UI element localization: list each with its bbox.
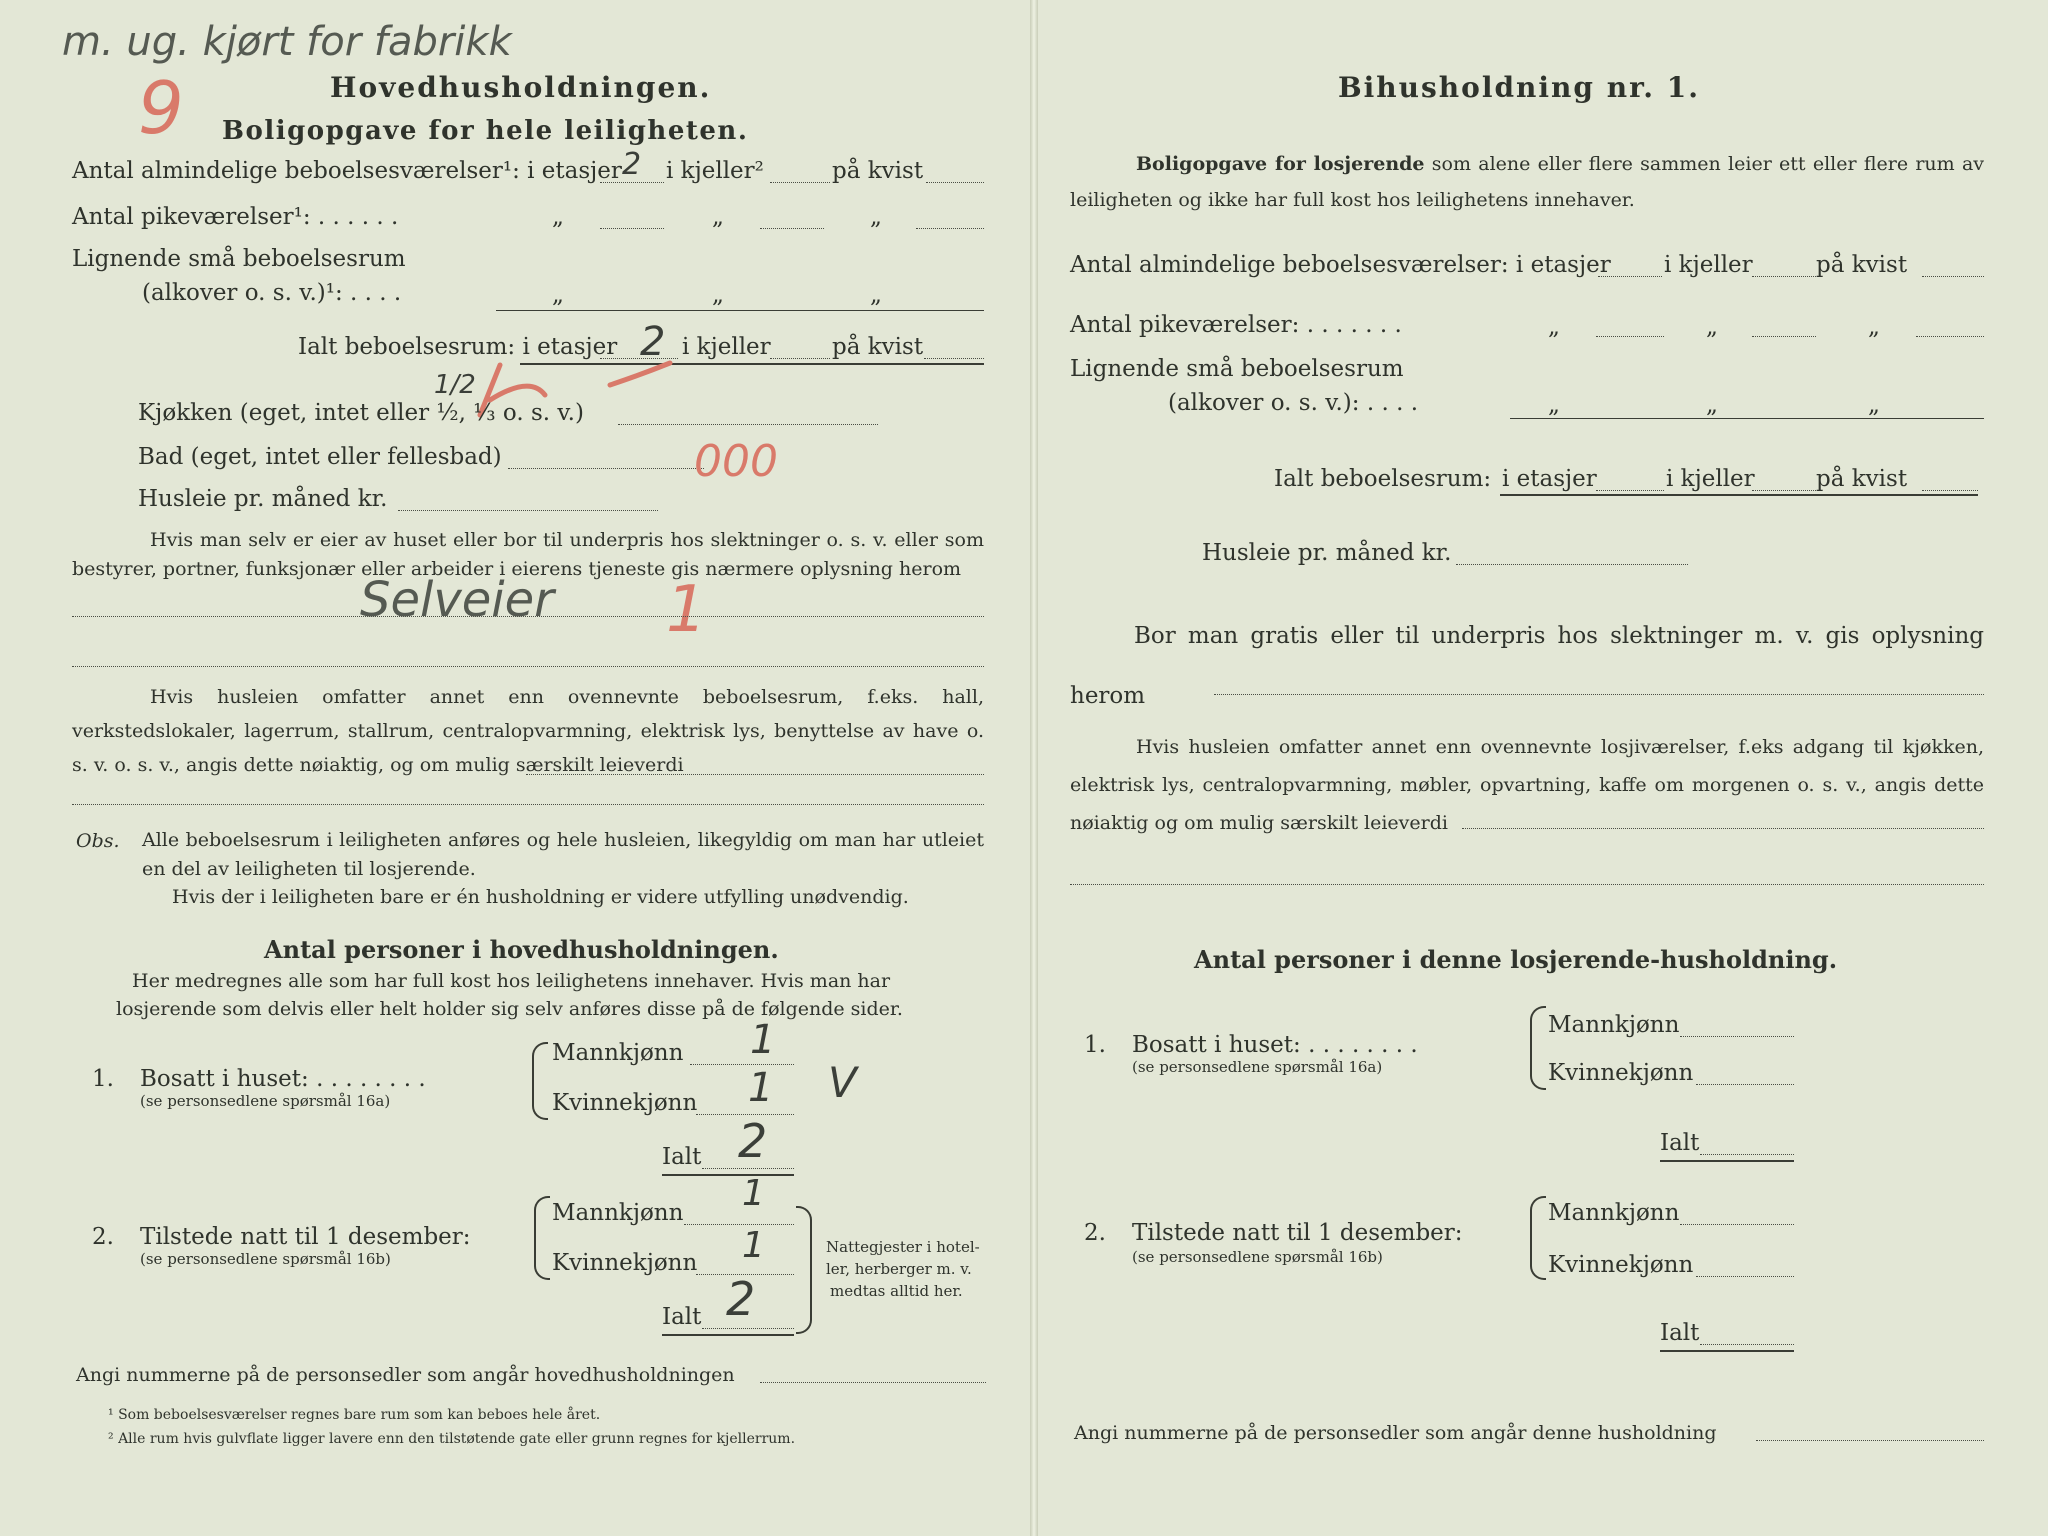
right-q1-ialt-field[interactable] <box>1700 1154 1794 1155</box>
left-q1-ialt-field[interactable] <box>702 1168 794 1169</box>
left-q1-check-mark: V <box>828 1058 857 1107</box>
right-intro-bold: Boligopgave for losjerende <box>1136 153 1425 175</box>
eier-value: Selveier <box>360 572 554 628</box>
left-page-title: Hovedhusholdningen. <box>330 71 712 104</box>
right-angi-field[interactable] <box>1756 1440 1984 1441</box>
left-q1-mann-label: Mannkjønn <box>552 1040 684 1066</box>
right-row1-kvist-label: på kvist <box>1816 252 1908 278</box>
ditto-mark: „ <box>552 282 564 308</box>
left-q2-kvinne-value: 1 <box>742 1225 765 1266</box>
right-q2-kvinne-label: Kvinnekjønn <box>1548 1252 1694 1278</box>
right-angi-label: Angi nummerne på de personsedler som angår denne husholdning <box>1074 1422 1717 1444</box>
bad-label: Bad (eget, intet eller fellesbad) <box>138 444 502 470</box>
left-q1-kvinne-value: 1 <box>748 1065 774 1111</box>
right-row1-kjeller-field[interactable] <box>1752 276 1816 277</box>
eier-line-2[interactable] <box>72 666 984 667</box>
right-row1-label: Antal almindelige beboelsesværelser: i etasjer <box>1070 252 1611 278</box>
eier-line-1[interactable] <box>72 616 984 617</box>
left-q2-ialt-field[interactable] <box>702 1328 794 1329</box>
footnote-2: ² Alle rum hvis gulvflate ligger lavere enn den tilstøtende gate eller grunn regnes for kjellerrum. <box>108 1431 796 1447</box>
left-q2-ialt-value: 2 <box>726 1272 756 1326</box>
ditto-mark: „ <box>712 282 724 308</box>
left-q1-number: 1. <box>92 1066 114 1092</box>
kjokken-field[interactable] <box>618 424 878 425</box>
left-q1-brace <box>532 1042 548 1120</box>
left-q1-mann-field[interactable] <box>690 1064 794 1065</box>
leieverdi-line[interactable] <box>72 804 984 805</box>
eier-red-mark: 1 <box>666 573 707 647</box>
left-q1-mann-value: 1 <box>750 1017 776 1063</box>
right-row1-etasjer-field[interactable] <box>1598 276 1662 277</box>
right-q1-label: Bosatt i huset: . . . . . . . . <box>1132 1032 1418 1058</box>
left-ialt-etasjer-value: 2 <box>640 319 666 365</box>
left-ialt-label: Ialt beboelsesrum: i etasjer <box>298 334 618 360</box>
kjokken-value: 1/2 <box>434 370 476 400</box>
ditto-mark: „ <box>1548 314 1560 340</box>
left-angi-label: Angi nummerne på de personsedler som angår hovedhusholdningen <box>76 1364 735 1386</box>
left-q1-subtext: (se personsedlene spørsmål 16a) <box>140 1092 391 1110</box>
left-antal-para2: losjerende som delvis eller helt holder sig selv anføres disse på de følgende sider. <box>116 998 903 1020</box>
right-ialt-label: Ialt beboelsesrum: <box>1274 466 1492 492</box>
right-leieverdi-field[interactable] <box>1462 828 1984 829</box>
right-ialt-kjeller-field[interactable] <box>1752 490 1816 491</box>
eier-paragraph: Hvis man selv er eier av huset eller bor til underpris hos slektninger o. s. v. eller som bestyrer, portner, funksjonær eller arbeider i eierens tjeneste gis nærmere oplysning herom <box>72 529 984 580</box>
obs-text: Alle beboelsesrum i leiligheten anføres og hele husleien, likegyldig om man har utleiet en del av leiligheten til losjerende. <box>142 829 984 880</box>
left-row1-kvist-field[interactable] <box>926 182 984 183</box>
natt-note-1: Nattegjester i hotel- <box>826 1238 980 1256</box>
right-q1-ialt-label: Ialt <box>1660 1130 1700 1156</box>
bad-field[interactable] <box>508 468 704 469</box>
left-row2-kjeller-field[interactable] <box>760 228 824 229</box>
left-row2-etasjer-field[interactable] <box>600 228 664 229</box>
ditto-mark: „ <box>870 204 882 230</box>
left-page-subtitle: Boligopgave for hele leiligheten. <box>222 116 749 146</box>
left-row2-kvist-field[interactable] <box>916 228 984 229</box>
right-q2-subtext: (se personsedlene spørsmål 16b) <box>1132 1248 1383 1266</box>
right-row1-kvist-field[interactable] <box>1922 276 1984 277</box>
left-ialt-kjeller-field[interactable] <box>770 358 830 359</box>
handwritten-top-note: m. ug. kjørt for fabrikk <box>62 19 512 65</box>
right-husleie-field[interactable] <box>1456 564 1688 565</box>
husleie-paragraph: Hvis husleien omfatter annet enn ovennevnte beboelsesrum, f.eks. hall, verkstedslokaler, lagerrum, stallrum, centralopvarmning, elektrisk lys, benyttelse av have o. s. v. o. s. v., angis dette nøiaktig, og om mulig særskilt leieverdi <box>72 686 984 776</box>
natt-note-3: medtas alltid her. <box>830 1282 963 1300</box>
left-q2-subtext: (se personsedlene spørsmål 16b) <box>140 1250 391 1268</box>
ditto-mark: „ <box>1548 392 1560 418</box>
ditto-mark: „ <box>1706 392 1718 418</box>
husleie-label: Husleie pr. måned kr. <box>138 486 388 512</box>
right-row2-kvist-field[interactable] <box>1916 336 1984 337</box>
right-q1-kvinne-field[interactable] <box>1696 1084 1794 1085</box>
left-row3-label2: (alkover o. s. v.)¹: . . . . <box>142 280 402 306</box>
leieverdi-field[interactable] <box>526 774 984 775</box>
ditto-mark: „ <box>1706 314 1718 340</box>
right-intro <box>1070 146 1984 218</box>
left-row1-kvist-label: på kvist <box>832 158 924 184</box>
left-q2-number: 2. <box>92 1224 114 1250</box>
right-row1-kjeller-label: i kjeller <box>1664 252 1753 278</box>
right-q2-brace <box>1530 1196 1546 1280</box>
right-row2-etasjer-field[interactable] <box>1596 336 1664 337</box>
right-q1-ialt-underline <box>1660 1160 1794 1162</box>
bad-red-mark: 000 <box>694 436 778 487</box>
left-q2-ialt-underline <box>662 1334 794 1336</box>
right-q2-mann-label: Mannkjønn <box>1548 1200 1680 1226</box>
right-q2-label: Tilstede natt til 1 desember: <box>1132 1220 1463 1246</box>
right-q1-mann-field[interactable] <box>1680 1036 1794 1037</box>
page-fold <box>1030 0 1038 1536</box>
left-row1-label: Antal almindelige beboelsesværelser¹: i etasjer <box>72 158 622 184</box>
right-ialt-etasjer-field[interactable] <box>1596 490 1664 491</box>
obs-text2: Hvis der i leiligheten bare er én husholdning er videre utfylling unødvendig. <box>172 886 909 908</box>
right-q1-mann-label: Mannkjønn <box>1548 1012 1680 1038</box>
left-row1-etasjer-value: 2 <box>622 147 642 182</box>
right-ialt-kvist-field[interactable] <box>1922 490 1978 491</box>
left-q1-label: Bosatt i huset: . . . . . . . . <box>140 1066 426 1092</box>
left-angi-field[interactable] <box>760 1382 986 1383</box>
right-q1-kvinne-label: Kvinnekjønn <box>1548 1060 1694 1086</box>
left-q1-kvinne-label: Kvinnekjønn <box>552 1090 698 1116</box>
ditto-mark: „ <box>712 204 724 230</box>
right-antal-title: Antal personer i denne losjerende-husholdning. <box>1194 945 1838 974</box>
husleie-field[interactable] <box>398 510 658 511</box>
left-ialt-kvist-field[interactable] <box>924 358 984 359</box>
right-intro-rest: som alene eller flere sammen leier ett eller flere rum av leiligheten og ikke har full kost hos leilighetens innehaver. <box>1070 153 1985 211</box>
right-q1-number: 1. <box>1084 1032 1106 1058</box>
right-q2-ialt-field[interactable] <box>1700 1344 1794 1345</box>
left-q2-label: Tilstede natt til 1 desember: <box>140 1224 471 1250</box>
right-ialt-underline <box>1500 494 1978 496</box>
ditto-mark: „ <box>1868 392 1880 418</box>
right-ialt-etasjer-label: i etasjer <box>1502 466 1597 492</box>
left-ialt-kvist-label: på kvist <box>832 334 924 360</box>
left-q2-brace <box>534 1196 550 1280</box>
right-row2-label: Antal pikeværelser: . . . . . . . <box>1070 312 1402 338</box>
right-page-title: Bihusholdning nr. 1. <box>1338 71 1700 104</box>
right-q2-kvinne-field[interactable] <box>1696 1276 1794 1277</box>
kjokken-label: Kjøkken (eget, intet eller ½, ⅓ o. s. v.) <box>138 400 584 426</box>
right-q2-ialt-underline <box>1660 1350 1794 1352</box>
right-gratis: Bor man gratis eller til underpris hos slektninger m. v. gis oplysning herom <box>1070 623 1984 709</box>
left-q1-ialt-value: 2 <box>738 1114 768 1168</box>
right-q1-brace <box>1530 1006 1546 1090</box>
left-q2-mann-value: 1 <box>742 1173 765 1214</box>
left-row1-kjeller-field[interactable] <box>770 182 830 183</box>
right-ialt-kvist-label: på kvist <box>1816 466 1908 492</box>
right-row2-kjeller-field[interactable] <box>1752 336 1816 337</box>
right-row3-label: Lignende små beboelsesrum <box>1070 356 1404 382</box>
left-q2-mann-field[interactable] <box>684 1224 794 1225</box>
natt-note-2: ler, herberger m. v. <box>826 1260 972 1278</box>
left-antal-title: Antal personer i hovedhusholdningen. <box>264 935 779 964</box>
left-q2-kvinne-label: Kvinnekjønn <box>552 1250 698 1276</box>
left-q2-right-brace <box>796 1206 812 1334</box>
left-row1-kjeller-label: i kjeller² <box>666 158 764 184</box>
right-leieverdi-line[interactable] <box>1070 884 1984 885</box>
left-q1-ialt-label: Ialt <box>662 1144 702 1170</box>
left-q2-ialt-label: Ialt <box>662 1304 702 1330</box>
left-ialt-kjeller-label: i kjeller <box>682 334 771 360</box>
right-q1-subtext: (se personsedlene spørsmål 16a) <box>1132 1058 1383 1076</box>
ditto-mark: „ <box>870 282 882 308</box>
handwritten-red-number: 9 <box>138 66 184 150</box>
footnote-1: ¹ Som beboelsesværelser regnes bare rum som kan beboes hele året. <box>108 1407 601 1423</box>
right-row3-label2: (alkover o. s. v.): . . . . <box>1168 390 1419 416</box>
obs-label: Obs. <box>76 830 120 852</box>
right-q2-ialt-label: Ialt <box>1660 1320 1700 1346</box>
left-row3-label: Lignende små beboelsesrum <box>72 246 406 272</box>
right-q2-mann-field[interactable] <box>1680 1224 1794 1225</box>
ditto-mark: „ <box>1868 314 1880 340</box>
ditto-mark: „ <box>552 204 564 230</box>
left-row2-label: Antal pikeværelser¹: . . . . . . <box>72 204 399 230</box>
left-row3-underline <box>496 310 984 311</box>
right-gratis-field[interactable] <box>1214 694 1984 695</box>
left-antal-para1: Her medregnes alle som har full kost hos leilighetens innehaver. Hvis man har <box>132 970 891 992</box>
right-husleie-label: Husleie pr. måned kr. <box>1202 540 1452 566</box>
left-q1-ialt-underline <box>662 1174 794 1176</box>
left-row1-etasjer-field[interactable] <box>600 182 664 183</box>
right-row3-underline <box>1510 418 1984 419</box>
right-q2-number: 2. <box>1084 1220 1106 1246</box>
left-q2-mann-label: Mannkjønn <box>552 1200 684 1226</box>
right-ialt-kjeller-label: i kjeller <box>1666 466 1755 492</box>
right-paragraph: Hvis husleien omfatter annet enn ovennevnte losjiværelser, f.eks adgang til kjøkken, elektrisk lys, centralopvarmning, møbler, opvartning, kaffe om morgenen o. s. v., angis dette nøiaktig og om mulig særskilt leieverdi <box>1070 736 1984 834</box>
